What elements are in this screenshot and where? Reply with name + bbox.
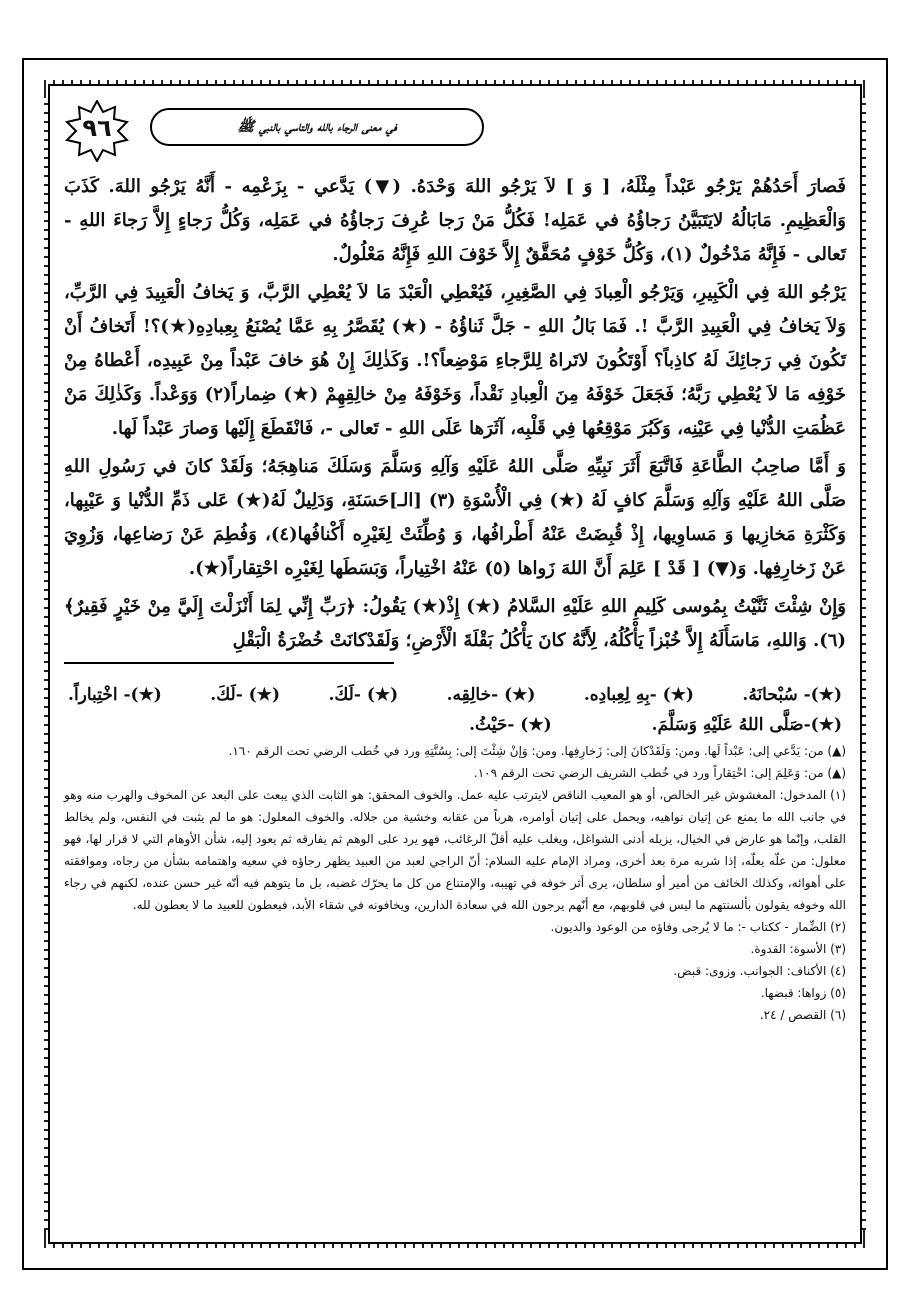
- paragraph: يَرْجُو اللهَ فِي الْكَبِيرِ، وَيَرْجُو الْعِبادَ فِي الصَّغِيرِ، فَيُعْطِي الْعَبْدَ مَا لاَ يُعْطِي الرَّبَّ، وَ يَخافُ الْعَبِيدَ فِي الرَّبِّ، وَلاَ يَخافُ فِي الْعَبِيدِ الرَّبَّ !. فَمَا بَالُ اللهِ - جَلَّ ثَناؤُهُ - (★) يُقَصَّرُ بِهِ عَمَّا يُصْنَعُ بِعِبادِهِ(★)؟! أَتَخافُ أَنْ تَكُونَ فِي رَجائِكَ لَهُ كاذِباً؟ أَوْتَكُونَ لاتَراهُ لِلرَّجاءِ مَوْضِعاً؟!. وَكَذٰلِكَ إِنْ هُوَ خافَ عَبْداً مِنْ عَبِيدِه، أَعْطاهُ مِنْ خَوْفِه مَا لاَ يُعْطِي رَبَّهُ؛ فَجَعَلَ خَوْفَهُ مِنَ الْعِبادِ نَقْداً، وَخَوْفَهُ مِنْ خالِقِهِمْ (★) ضِماراً(٢) وَوَعْداً. وَكَذٰلِكَ مَنْ عَظُمَتِ الدُّنْيا فِي عَيْنِه، وَكَبُرَ مَوْقِعُها فِي قَلْبِه، آثَرَها عَلَى اللهِ - تَعالى -، فَانْقَطَعَ إِلَيْها وَصارَ عَبْداً لَها.: [64, 282, 846, 439]
- variant-item: (★) -خالِقِه.: [446, 685, 536, 705]
- page-number-badge: [64, 100, 130, 162]
- variant-item: (★) -لَكَ.: [328, 685, 399, 705]
- footnote: (١) المدخول: المغشوش غير الخالص، أو هو المعيب الناقص لايترتب عليه عمل. والخوف المحقق: هو الثابت الذي يبعث على البعد عن المخوف والهرب منه وهو في جانب الله ما يمنع عن إتيان نواهيه، ويحمل على إتيان أوامره، هرباً من عقابه وخشية من جلاله. والخوف المعلول: هو ما لم يثبت في النفس، ولم يخالط القلب، وإنّما هو عارض في الخيال، يزيله أدنى الشواغل، ويغلب عليه أقلّ الرغائب، فهو يرد على الوهم ثم يفارقه ثم يعود إليه، شأن الأوهام التي لا قرار لها، فهو معلول: من علّه يعلّه، إذا شربه مرة بعد أخرى، ومراد الإمام عليه السلام: أنّ الراجي لعبد من العبيد يظهر رجاؤه في سعيه واهتمامه بشأن من رجاه، وموافقته على أهوائه، وكذلك الخائف من أمير أو سلطان، يرى أثر خوفه في تهيبه، والإمتناع من كل ما يحرّك غضبه، بل ما يتوهم فيه أنّه غير حسن عنده، لكنهم في رجاء الله وخوفه يقولون بألسنتهم ما ليس في قلوبهم، مع أنّهم يرجون الله في سعادة الدارين، ويخافونه في شقاء الأبد، فيعطون للعبيد ما لا يعطون لله.: [64, 788, 846, 912]
- footnote-separator: [64, 662, 394, 664]
- variant-row: [64, 680, 846, 710]
- running-head: في معنى الرجاء بالله والتاسي بالنبي ﷺ: [150, 108, 484, 146]
- footnote: (٥) زواها: قبضها.: [760, 986, 846, 1000]
- footnote: (▲) من: يَدَّعي إلى: عَبْداً لَها. ومن: وَلَقَدْكانَ إلى: زَخارِفِها. ومن: وَإنْ شِئْتَ إلى: بِسُنَّتِهِ ورد في خُطب الرضي تحت الرقم ١٦٠.: [228, 744, 846, 758]
- variant-item: (★) -بِهِ لِعِبادِه.: [583, 685, 694, 705]
- footnote: (٦) القصص / ٢٤.: [759, 1008, 846, 1022]
- main-text: [64, 170, 846, 1026]
- variant-item: (★) -حَيْثُ.: [469, 715, 552, 735]
- page-header: [60, 96, 850, 168]
- variant-item: (★)- اخْتِباراً.: [68, 685, 162, 705]
- paragraph: وَ أَمَّا صاحِبُ الطَّاعَةِ فَاتَّبَعَ أَثَرَ نَبِيِّهِ صَلَّى اللهُ عَلَيْهِ وَآلِهِ وَسَلَّمَ وَسَلَكَ مَناهِجَهُ؛ وَلَقَدْ كانَ في رَسُولِ اللهِ صَلَّى اللهُ عَلَيْهِ وَآلِهِ وَسَلَّمَ كافٍ لَهُ (★) فِي الْأُسْوَةِ (٣) [الـ]حَسَنَةِ، وَدَلِيلٌ لَهُ(★) عَلى ذَمِّ الدُّنْيا وَ عَيْبِها، وَكَثْرَةِ مَخازِيها وَ مَساوِيها، إِذْ قُبِضَتْ عَنْهُ أَطْرافُها، وَ وُطِّئَتْ لِغَيْرِه أَكْنافُها(٤)، وَفُطِمَ عَنْ رَضاعِها، وَزُوِيَ عَنْ زَخارِفِها. وَ(▼) [ قَدْ ] عَلِمَ أَنَّ اللهَ زَواها (٥) عَنْهُ اخْتِياراً، وَبَسَطَها لِغَيْرِه احْتِقاراً(★).: [64, 456, 846, 579]
- page-number: ٩٦: [82, 114, 112, 142]
- footnote: (٤) الأكناف: الجوانب. وزوى: قبض.: [673, 964, 846, 978]
- variant-readings: [64, 680, 846, 740]
- variant-item: (★)-صَلَّى اللهُ عَلَيْهِ وَسَلَّمَ.: [651, 715, 842, 735]
- footnotes: [64, 740, 846, 1026]
- paragraph: وَإِنْ شِئْتَ ثَنَّيْتُ بِمُوسى كَلِيمِ اللهِ عَلَيْهِ السَّلامُ (★) إِذْ(★) يَقُولُ: ﴿رَبِّ إِنِّي لِمَا أَنْزَلْتَ إِلَيَّ مِنْ خَيْرٍ فَقِيرٌ﴾(٦). وَاللهِ، مَاسَأَلَهُ إِلاَّ خُبْزاً يَأْكُلُهُ، لِأَنَّهُ كانَ يَأْكُلُ بَقْلَةَ الْأَرْضِ؛ وَلَقَدْكانَتْ خُضْرَةُ الْبَقْلِ: [64, 596, 846, 651]
- paragraph: فَصارَ أَحَدُهُمْ يَرْجُو عَبْداً مِثْلَهُ، [ وَ ] لاَ يَرْجُو اللهَ وَحْدَهُ. (▼) يَدَّعي - بِزَعْمِه - أَنَّهُ يَرْجُو اللهَ. كَذَبَ وَالْعَظِيمِ. مَابَالُهُ لايَتَبَيَّنُ رَجاؤُهُ في عَمَلِه! فَكُلُّ مَنْ رَجا عُرِفَ رَجاؤُهُ في عَمَلِه، وَكُلُّ رَجاءٍ إِلاَّ رَجاءَ اللهِ - تَعالى - فَإِنَّهُ مَدْخُولٌ (١)، وَكُلُّ خَوْفٍ مُحَقَّقٌ إِلاَّ خَوْفَ اللهِ فَإِنَّهُ مَعْلُولٌ.: [64, 176, 846, 265]
- footnote: (٢) الضِّمار - ككتاب -: ما لا يُرجى وفاؤه من الوعود والديون.: [550, 920, 846, 934]
- variant-item: (★)- سُبْحانَهُ.: [742, 685, 842, 705]
- footnote: (▲) من: وَعَلِمَ إلى: احْتِقاراً ورد في خُطب الشريف الرضي تحت الرقم ١٠٩.: [473, 766, 846, 780]
- variant-item: (★) -لَكَ.: [210, 685, 281, 705]
- footnote: (٣) الأسوة: القدوة.: [750, 942, 846, 956]
- variant-row: [64, 710, 846, 740]
